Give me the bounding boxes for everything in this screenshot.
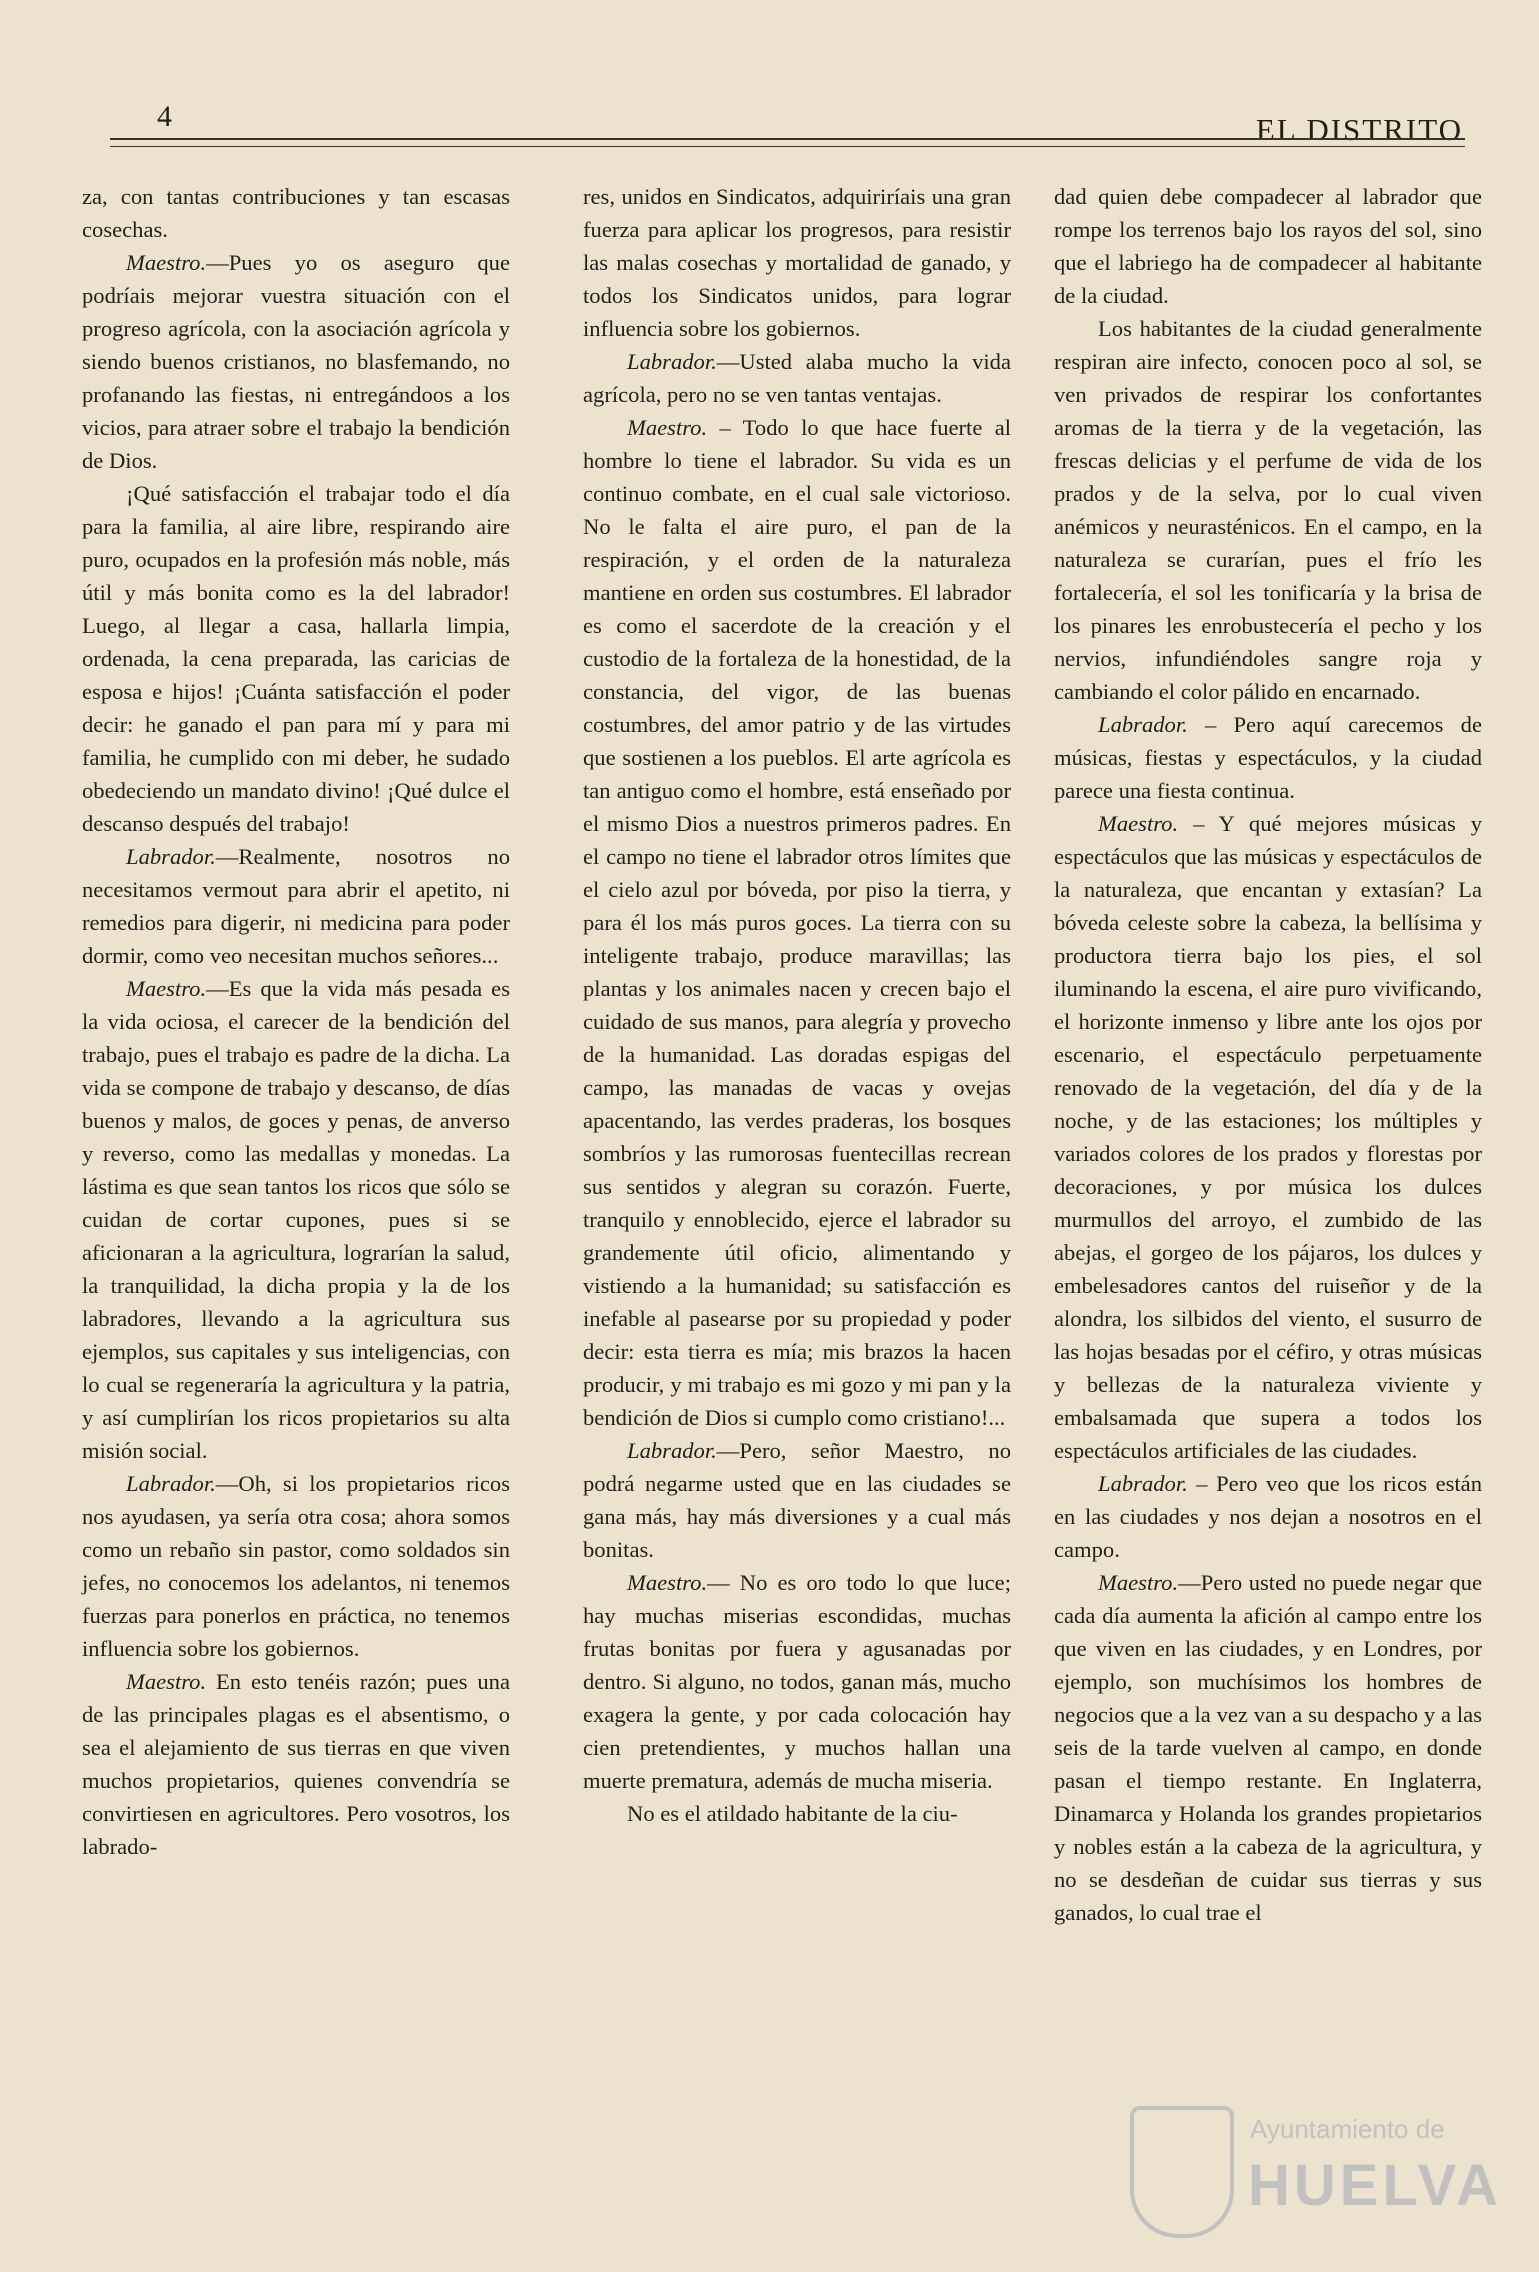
paragraph-text: – Pero veo que los ricos están en las ciudades y nos dejan a nosotros en el campo. [1054,1471,1482,1562]
page-number: 4 [157,100,172,133]
paragraph [583,411,1011,1434]
header-rule [110,138,1465,140]
speaker-label: Maestro. [627,1570,708,1595]
paragraph-text: En esto tenéis razón; pues una de las principales plagas es el absentismo, o sea el alejamiento de sus tierras en que viven muchos propietarios, quienes convendría se convirtiesen en agricultores. Pero vosotros, los labrado- [82,1669,510,1859]
speaker-label: Maestro. [126,250,207,275]
paragraph-text: —Pero usted no puede negar que cada día aumenta la afición al campo entre los que viven en las ciudades, y en Londres, por ejemplo, son muchísimos los hombres de negocios que a la vez van a su despacho y a las seis de la tarde vuelven al campo, en donde pasan el tiempo restante. En Inglaterra, Dinamarca y Holanda los grandes propietarios y nobles están a la cabeza de la agricultura, y no se desdeñan de cuidar sus tierras y sus ganados, lo cual trae el [1054,1570,1482,1925]
paragraph [82,972,510,1467]
paragraph-text: za, con tantas contribuciones y tan escasas cosechas. [82,184,510,242]
paragraph-text: – Y qué mejores músicas y espectáculos que las músicas y espectáculos de la naturaleza, que encantan y extasían? La bóveda celeste sobre la cabeza, la bellísima y productora tierra bajo los pies, el sol iluminando la escena, el aire puro vivificando, el horizonte inmenso y libre ante los ojos por escenario, el espectáculo perpetuamente renovado de la vegetación, del día y de la noche, y de las estaciones; los múltiples y variados colores de los prados y florestas por decoraciones, y por música los dulces murmullos del arroyo, el zumbido de las abejas, el gorgeo de los pájaros, los dulces y embelesadores cantos del ruiseñor y de la alondra, los silbidos del viento, el susurro de las hojas besadas por el céfiro, y otras músicas y bellezas de la naturaleza viviente y embalsamada que supera a todos los espectáculos artificiales de las ciudades. [1054,811,1482,1463]
paragraph-text: —Usted alaba mucho la vida agrícola, pero no se ven tantas ventajas. [583,349,1011,407]
paragraph [583,345,1011,411]
paragraph [1054,708,1482,807]
text-column-3 [1054,180,1482,1929]
masthead-title: EL DISTRITO [1255,112,1463,147]
speaker-label: Maestro. [126,976,207,1001]
speaker-label: Labrador. [126,844,216,869]
paragraph [1054,1566,1482,1929]
speaker-label: Maestro. [627,415,708,440]
paragraph-text: Los habitantes de la ciudad generalmente respiran aire infecto, conocen poco al sol, se ven privados de respirar los confortantes aromas de la tierra y de la vegetación, las frescas delicias y el perfume de vida de los prados y de la selva, por lo cual viven anémicos y neurasténicos. En el campo, en la naturaleza se curarían, pues el frío les fortalecería, el sol les tonificaría y la brisa de los pinares les enrobustecería el pecho y los nervios, infundiéndoles sangre roja y cambiando el color pálido en encarnado. [1054,316,1482,704]
archive-watermark [1130,2100,1510,2250]
paragraph [82,180,510,246]
text-column-2 [583,180,1011,1830]
paragraph-text: – Todo lo que hace fuerte al hombre lo tiene el labrador. Su vida es un continuo combate, en el cual sale victorioso. No le falta el aire puro, el pan de la respiración, y el orden de la naturaleza mantiene en orden sus costumbres. El labrador es como el sacerdote de la creación y el custodio de la fortaleza de la honestidad, de la constancia, del vigor, de las buenas costumbres, del amor patrio y de las virtudes que sostienen a los pueblos. El arte agrícola es tan antiguo como el hombre, está enseñado por el mismo Dios a nuestros primeros padres. En el campo no tiene el labrador otros límites que el cielo azul por bóveda, por piso la tierra, y para él los más puros goces. La tierra con su inteligente trabajo, produce maravillas; las plantas y los animales nacen y crecen bajo el cuidado de sus manos, para alegría y provecho de la humanidad. Las doradas espigas del campo, las manadas de vacas y ovejas apacentando, las verdes praderas, los bosques sombríos y las rumorosas fuentecillas recrean sus sentidos y alegran su corazón. Fuerte, tranquilo y ennoblecido, ejerce el labrador su grandemente útil oficio, alimentando y vistiendo a la humanidad; su satisfacción es inefable al pasearse por su propiedad y poder decir: esta tierra es mía; mis brazos la hacen producir, y mi trabajo es mi gozo y mi pan y la bendición de Dios si cumplo como cristiano!... [583,415,1011,1430]
paragraph [583,180,1011,345]
paragraph [82,1665,510,1863]
paragraph [1054,1467,1482,1566]
speaker-label: Labrador. [1098,712,1188,737]
paragraph [1054,807,1482,1467]
text-column-1 [82,180,510,1863]
paragraph-text: No es el atildado habitante de la ciu- [627,1801,958,1826]
speaker-label: Maestro. [1098,1570,1179,1595]
speaker-label: Maestro. [1098,811,1179,836]
paragraph-text: —Pues yo os aseguro que podríais mejorar vuestra situación con el progreso agrícola, con la asociación agrícola y siendo buenos cristianos, no blasfemando, no profanando las fiestas, ni entregándoos a los vicios, para atraer sobre el trabajo la bendición de Dios. [82,250,510,473]
watermark-title: HUELVA [1248,2153,1502,2218]
paragraph [82,477,510,840]
paragraph-text: —Pero, señor Maestro, no podrá negarme usted que en las ciudades se gana más, hay más diversiones y a cual más bonitas. [583,1438,1011,1562]
speaker-label: Maestro. [126,1669,207,1694]
watermark-subtitle: Ayuntamiento de [1250,2114,1445,2144]
paragraph-text: ¡Qué satisfacción el trabajar todo el día para la familia, al aire libre, respirando aire puro, ocupados en la profesión más noble, más útil y más bonita como es la del labrador! Luego, al llegar a casa, hallarla limpia, ordenada, la cena preparada, las caricias de esposa e hijos! ¡Cuánta satisfacción el poder decir: he ganado el pan para mí y para mi familia, he cumplido con mi deber, he sudado obedeciendo un mandato divino! ¡Qué dulce el descanso después del trabajo! [82,481,510,836]
paragraph [1054,180,1482,312]
speaker-label: Labrador. [627,349,717,374]
paragraph-text: —Oh, si los propietarios ricos nos ayudasen, ya sería otra cosa; ahora somos como un rebaño sin pastor, como soldados sin jefes, no conocemos los adelantos, ni tenemos fuerzas para ponerlos en práctica, no tenemos influencia sobre los gobiernos. [82,1471,510,1661]
paragraph [583,1434,1011,1566]
speaker-label: Labrador. [627,1438,717,1463]
paragraph [583,1797,1011,1830]
paragraph [82,840,510,972]
speaker-label: Labrador. [1098,1471,1188,1496]
paragraph [82,1467,510,1665]
paragraph [82,246,510,477]
coat-of-arms-icon [1130,2106,1234,2238]
paragraph-text: — No es oro todo lo que luce; hay muchas miserias escondidas, muchas frutas bonitas por fuera y agusanadas por dentro. Si alguno, no todos, ganan más, mucho exagera la gente, y por cada colocación hay cien pretendientes, y muchos hallan una muerte prematura, además de mucha miseria. [583,1570,1011,1793]
paragraph-text: res, unidos en Sindicatos, adquiriríais una gran fuerza para aplicar los progresos, para resistir las malas cosechas y mortalidad de ganado, y todos los Sindicatos unidos, para lograr influencia sobre los gobiernos. [583,184,1011,341]
paragraph-text: —Realmente, nosotros no necesitamos vermout para abrir el apetito, ni remedios para digerir, ni medicina para poder dormir, como veo necesitan muchos señores... [82,844,510,968]
paragraph-text: —Es que la vida más pesada es la vida ociosa, el carecer de la bendición del trabajo, pues el trabajo es padre de la dicha. La vida se compone de trabajo y descanso, de días buenos y malos, de goces y penas, de anverso y reverso, como las medallas y monedas. La lástima es que sean tantos los ricos que sólo se cuidan de cortar cupones, pues si se aficionaran a la agricultura, lograrían la salud, la tranquilidad, la dicha propia y la de los labradores, llevando a la agricultura sus ejemplos, sus capitales y sus inteligencias, con lo cual se regeneraría la agricultura y la patria, y así cumplirían los ricos propietarios su alta misión social. [82,976,510,1463]
paragraph [583,1566,1011,1797]
paragraph-text: dad quien debe compadecer al labrador que rompe los terrenos bajo los rayos del sol, sino que el labriego ha de compadecer al habitante de la ciudad. [1054,184,1482,308]
speaker-label: Labrador. [126,1471,216,1496]
paragraph [1054,312,1482,708]
header-rule-thin [110,146,1465,147]
paragraph-text: – Pero aquí carecemos de músicas, fiestas y espectáculos, y la ciudad parece una fiesta continua. [1054,712,1482,803]
